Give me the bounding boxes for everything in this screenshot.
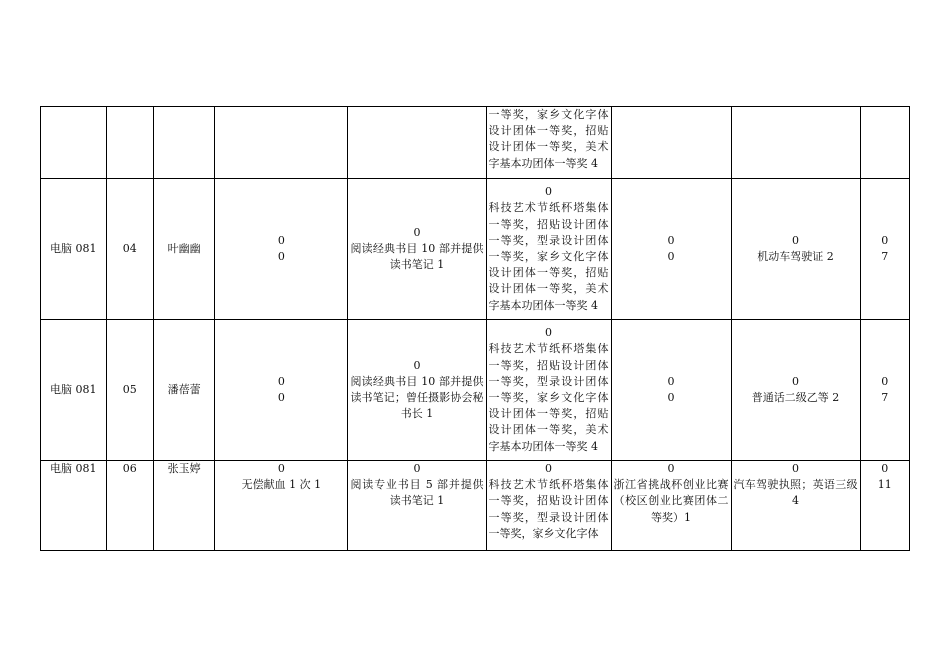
col6-text: 一等奖，家乡文化字体设计团体一等奖，招贴设计团体一等奖，美术字基本功团体一等奖 4 xyxy=(488,108,609,170)
number-cell: 05 xyxy=(106,320,153,461)
col9-cell xyxy=(860,107,909,179)
col5-cell: 0 阅读经典书目 10 部并提供读书笔记 1 xyxy=(348,179,486,320)
col4-cell: 0 0 xyxy=(215,320,348,461)
score-table xyxy=(40,106,910,551)
col5-cell: 0 阅读经典书目 10 部并提供读书笔记；曾任摄影协会秘书长 1 xyxy=(348,320,486,461)
col4-cell: 0 无偿献血 1 次 1 xyxy=(215,461,348,551)
class-cell: 电脑 081 xyxy=(41,179,107,320)
number-cell xyxy=(106,107,153,179)
col4-cell xyxy=(215,107,348,179)
name-cell: 张玉婷 xyxy=(153,461,214,551)
name-cell xyxy=(153,107,214,179)
class-cell: 电脑 081 xyxy=(41,320,107,461)
col4-cell: 0 0 xyxy=(215,179,348,320)
class-cell xyxy=(41,107,107,179)
col5-cell xyxy=(348,107,486,179)
table-row xyxy=(41,179,910,320)
name-cell: 潘蓓蕾 xyxy=(153,320,214,461)
name-cell: 叶幽幽 xyxy=(153,179,214,320)
col8-cell: 0 汽车驾驶执照；英语三级 4 xyxy=(731,461,860,551)
col7-cell: 0 0 xyxy=(611,179,731,320)
col6-cell xyxy=(486,107,611,179)
col7-cell: 0 0 xyxy=(611,320,731,461)
table-row xyxy=(41,461,910,551)
table-row xyxy=(41,107,910,179)
col8-cell: 0 普通话二级乙等 2 xyxy=(731,320,860,461)
col6-cell: 0 科技艺术节纸杯塔集体一等奖，招贴设计团体一等奖，型录设计团体一等奖，家乡文化字体 xyxy=(486,461,611,551)
table-row xyxy=(41,320,910,461)
number-cell: 04 xyxy=(106,179,153,320)
class-cell: 电脑 081 xyxy=(41,461,107,551)
col9-cell: 0 7 xyxy=(860,179,909,320)
col6-cell: 0 科技艺术节纸杯塔集体一等奖，招贴设计团体一等奖，型录设计团体一等奖，家乡文化字体设计团体一等奖，招贴设计团体一等奖，美术字基本功团体一等奖 4 xyxy=(486,179,611,320)
col6-cell: 0 科技艺术节纸杯塔集体一等奖，招贴设计团体一等奖，型录设计团体一等奖，家乡文化字体设计团体一等奖，招贴设计团体一等奖，美术字基本功团体一等奖 4 xyxy=(486,320,611,461)
col8-cell xyxy=(731,107,860,179)
col7-cell xyxy=(611,107,731,179)
number-cell: 06 xyxy=(106,461,153,551)
col8-cell: 0 机动车驾驶证 2 xyxy=(731,179,860,320)
col9-cell: 0 11 xyxy=(860,461,909,551)
col7-cell: 0 浙江省挑战杯创业比赛（校区创业比赛团体二等奖）1 xyxy=(611,461,731,551)
col9-cell: 0 7 xyxy=(860,320,909,461)
col5-cell: 0 阅读专业书目 5 部并提供读书笔记 1 xyxy=(348,461,486,551)
